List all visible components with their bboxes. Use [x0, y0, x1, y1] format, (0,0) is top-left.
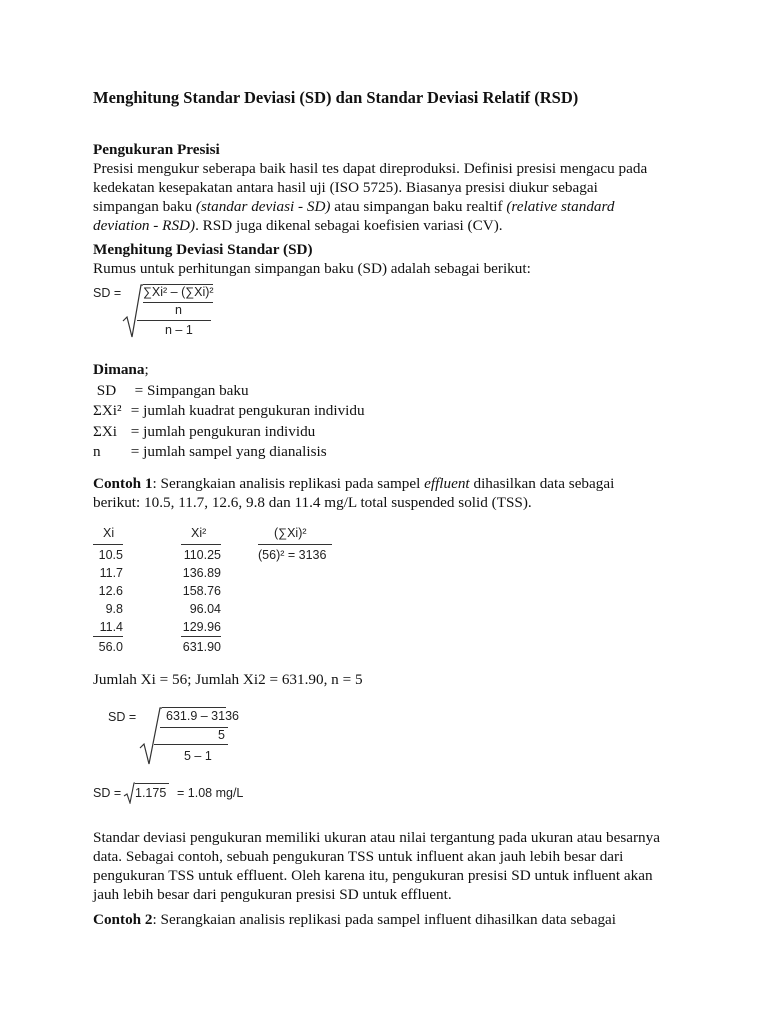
example-2 [93, 910, 683, 929]
section-sd [93, 240, 683, 278]
paragraph-line: Standar deviasi pengukuran memiliki ukuran atau nilai tergantung pada ukuran atau besarnya [93, 829, 660, 846]
table-cell: 96.04 [189, 602, 221, 616]
page-title: Menghitung Standar Deviasi (SD) dan Standar Deviasi Relatif (RSD) [93, 88, 579, 107]
table-cell: 110.25 [183, 548, 221, 562]
formula-lhs: SD = [93, 786, 122, 800]
formula-lhs: SD = [108, 710, 137, 724]
definition-item: ΣXi = jumlah pengukuran individu [93, 422, 316, 440]
paragraph-line: kedekatan kesepakatan antara hasil uji (ISO 5725). Biasanya presisi diukur sebagai [93, 179, 598, 196]
table-sum: 631.90 [182, 640, 221, 654]
table-cell: (56)² = 3136 [258, 548, 327, 562]
sd-result [93, 782, 273, 806]
sd-formula [93, 283, 293, 343]
formula-numerator: 631.9 – 3136 [166, 709, 239, 723]
definition-item: ΣXi² = jumlah kuadrat pengukuran individu [93, 402, 365, 419]
formula-inner-denominator: n [175, 303, 182, 317]
paragraph-line: jauh lebih besar dari pengukuran presisi SD untuk effluent. [93, 886, 452, 903]
table-cell: 9.8 [105, 602, 123, 616]
paragraph-line: data. Sebagai contoh, sebuah pengukuran TSS untuk influent akan jauh lebih besar dari [93, 848, 624, 865]
definition-item: n = jumlah sampel yang dianalisis [93, 443, 327, 460]
definitions-list [93, 360, 365, 463]
table-cell: 129.96 [182, 620, 221, 634]
section-presisi [93, 140, 683, 235]
formula-result: = 1.08 mg/L [177, 786, 244, 800]
paragraph-line: Contoh 1: Serangkaian analisis replikasi pada sampel effluent dihasilkan data sebagai [93, 475, 615, 492]
formula-lhs: SD = [93, 286, 122, 300]
paragraph-explanation [93, 828, 683, 904]
col-header: Xi [103, 526, 115, 540]
summary [93, 670, 683, 689]
paragraph-line: Rumus untuk perhitungan simpangan baku (SD) adalah sebagai berikut: [93, 260, 531, 277]
formula-radicand: 1.175 [135, 786, 167, 800]
section-heading: Pengukuran Presisi [93, 141, 220, 158]
table-cell: 158.76 [182, 584, 221, 598]
table-cell: 10.5 [98, 548, 123, 562]
sqrt-symbol-icon [121, 283, 143, 339]
col-header: (∑Xi)² [274, 526, 307, 540]
sqrt-symbol-icon [138, 706, 162, 766]
paragraph-line: Contoh 2: Serangkaian analisis replikasi pada sampel influent dihasilkan data sebagai [93, 911, 616, 928]
table-cell: 12.6 [98, 584, 123, 598]
paragraph-line: Presisi mengukur seberapa baik hasil tes dapat direproduksi. Definisi presisi mengacu pada [93, 160, 648, 177]
section-heading: Menghitung Deviasi Standar (SD) [93, 241, 313, 258]
definition-item: SD = Simpangan baku [96, 381, 249, 399]
table-sum: 56.0 [98, 640, 123, 654]
example-1 [93, 474, 683, 512]
paragraph-line: pengukuran TSS untuk effluent. Oleh karena itu, pengukuran presisi SD untuk influent akan [93, 867, 653, 884]
formula-inner-denominator: 5 [218, 728, 225, 742]
table-cell: 11.7 [99, 566, 123, 580]
definitions-heading: Dimana; [93, 361, 149, 378]
col-header: Xi² [191, 526, 207, 540]
paragraph-line: berikut: 10.5, 11.7, 12.6, 9.8 dan 11.4 mg/L total suspended solid (TSS). [93, 494, 532, 511]
sd-calculation [108, 706, 328, 770]
table-cell: 11.4 [99, 620, 123, 634]
paragraph-line: simpangan baku (standar deviasi - SD) atau simpangan baku realtif (relative standard [93, 198, 615, 215]
paragraph-line: deviation - RSD). RSD juga dikenal sebagai koefisien variasi (CV). [93, 217, 503, 234]
sqrt-symbol-icon [123, 782, 135, 804]
formula-denominator: n – 1 [165, 323, 193, 337]
table-cell: 136.89 [182, 566, 221, 580]
formula-numerator: ∑Xi² – (∑Xi)² [143, 285, 214, 299]
summary-line: Jumlah Xi = 56; Jumlah Xi2 = 631.90, n = 5 [93, 671, 363, 688]
formula-denominator: 5 – 1 [184, 749, 212, 763]
